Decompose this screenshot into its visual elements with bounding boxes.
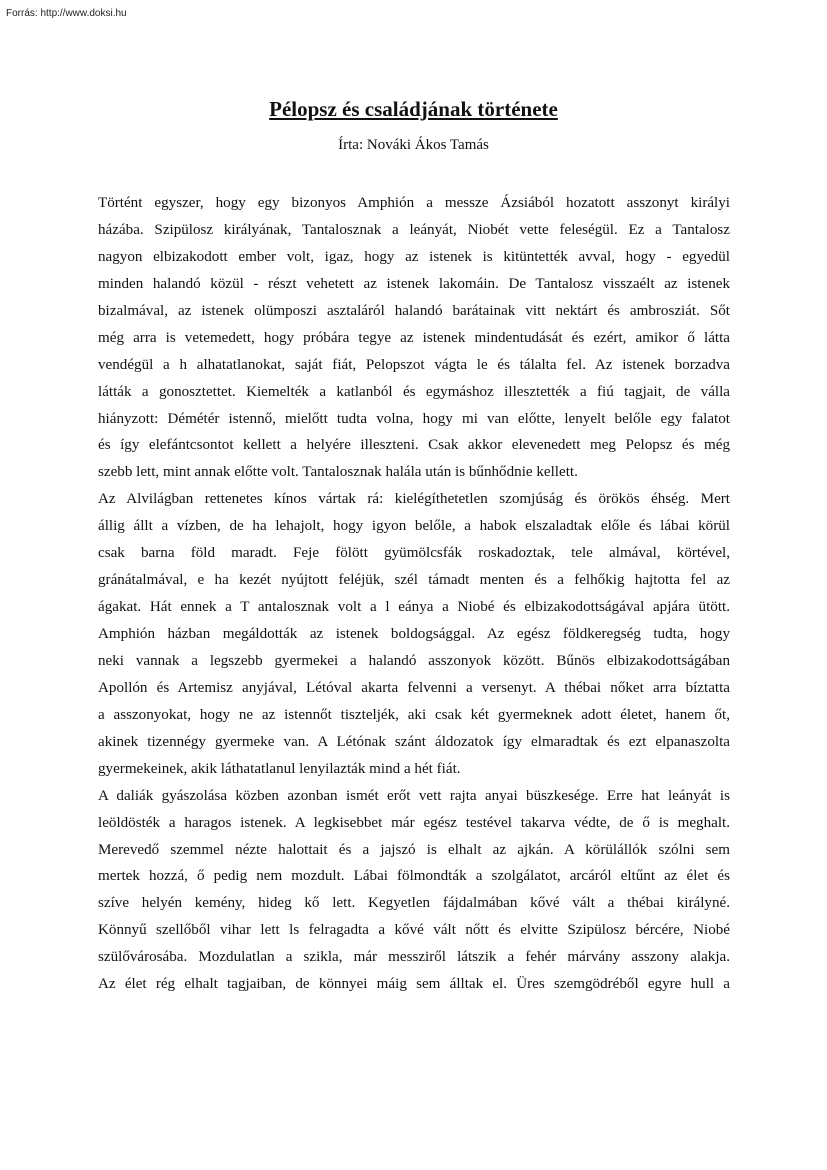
text-line: vendégül a h alhatatlanokat, saját fiát, Pelopszot vágta le és tálalta fel. Az istenek borzadva [98,356,730,373]
text-line: mertek hozzá, ő pedig nem mozdult. Lábai fölmondták a szolgálatot, arcáról eltűnt az élet és [98,868,730,885]
text-line: állig állt a vízben, de ha lehajolt, hogy igyon belőle, a habok elszaladtak előle és lábai körül [98,518,730,535]
text-line: Könnyű szellőből vihar lett ls felragadta a kővé vált nőtt és elvitte Szipülosz bércére, Niobé [98,922,730,939]
text-line: Az Alvilágban rettenetes kínos vártak rá: kielégíthetetlen szomjúság és örökös éhség. Mert [98,491,730,508]
document-title: Pélopsz és családjának története [269,97,558,121]
body-text [98,194,730,1002]
text-line: ágakat. Hát ennek a T antalosznak volt a l eánya a Niobé és elbizakodottságával apjára ütött. [98,599,730,616]
text-line: csak barna föld maradt. Feje fölött gyümölcsfák roskadoztak, tele almával, körtével, [98,545,730,562]
text-line: nagyon elbizakodott ember volt, igaz, hogy az istenek is kitüntették avval, hogy - egyedül [98,248,730,265]
text-line: és így elefántcsontot kellett a helyére illeszteni. Csak akkor elevenedett meg Pelopsz és még [98,437,730,454]
text-line: Az élet rég elhalt tagjaiban, de könnyei máig sem álltak el. Üres szemgödréből egyre hull a [98,976,730,993]
text-line: a asszonyokat, hogy ne az istennőt tiszteljék, aki csak két gyermeknek adott életet, hanem őt, [98,706,730,723]
text-line: látták a gonosztettet. Kiemelték a katlanból és egymáshoz illesztették a fiú tagjait, de válla [98,383,730,400]
text-line: Merevedő szemmel nézte halottait és a jajszó is elhalt az ajkán. A körülállók szólni sem [98,841,730,858]
text-line: bizalmával, az istenek olümposzi asztaláról halandó barátainak vitt nektárt és ambrosziát. Sőt [98,302,730,319]
text-line: Amphión házban megáldották az istenek boldogsággal. Az egész földkeregség tudta, hogy [98,626,730,642]
text-line: gránátalmával, e ha kezét nyújtott feléjük, szél támadt menten és a felhőkig hajtotta fel az [98,572,730,589]
text-line: neki vannak a legszebb gyermekei a halandó asszonyok között. Bűnös elbizakodottságában [98,652,730,669]
text-line: szíve helyén kemény, hideg kő lett. Kegyetlen fájdalmában kővé vált a thébai királyné. [98,895,730,912]
text-line: akinek tizennégy gyermeke van. A Létónak szánt áldozatok így elmaradtak és ezt elpanaszolta [98,733,730,750]
text-line: Történt egyszer, hogy egy bizonyos Amphión a messze Ázsiából hozatott asszonyt királyi [98,195,730,211]
author-line: Írta: Nováki Ákos Tamás [338,137,489,153]
source-note: Forrás: http://www.doksi.hu [6,8,127,19]
text-line: szebb lett, mint annak előtte volt. Tantalosznak halála után is bűnhődnie kellett. [98,464,578,481]
text-line: házába. Szipülosz királyának, Tantalosznak a leányát, Niobét vette feleségül. Ez a Tantalosz [98,221,730,238]
text-line: hiányzott: Démétér istennő, mielőtt tudta volna, hogy mi van előtte, lenyelt belőle egy falatot [98,410,730,427]
text-line: még arra is vetemedett, hogy próbára tegye az istenek mindentudását és ezért, amikor ő látta [98,329,730,346]
text-line: A daliák gyászolása közben azonban ismét erőt vett rajta anyai büszkesége. Erre hat leányát is [98,787,730,804]
text-line: gyermekeinek, akik láthatatlanul lenyilazták mind a hét fiát. [98,760,461,777]
text-line: minden halandó közül - részt vehetett az istenek lakomáin. De Tantalosz visszaélt az istenek [98,275,730,292]
text-line: szülővárosába. Mozdulatlan a szikla, már messziről látszik a fehér márvány asszony alakja. [98,949,730,966]
text-line: Apollón és Artemisz anyjával, Létóval akarta felvenni a versenyt. A thébai nőket arra bíztatta [98,679,730,696]
text-line: leöldösték a haragos istenek. A legkisebbet már egész testével takarva védte, de ő is meghalt. [98,814,730,831]
